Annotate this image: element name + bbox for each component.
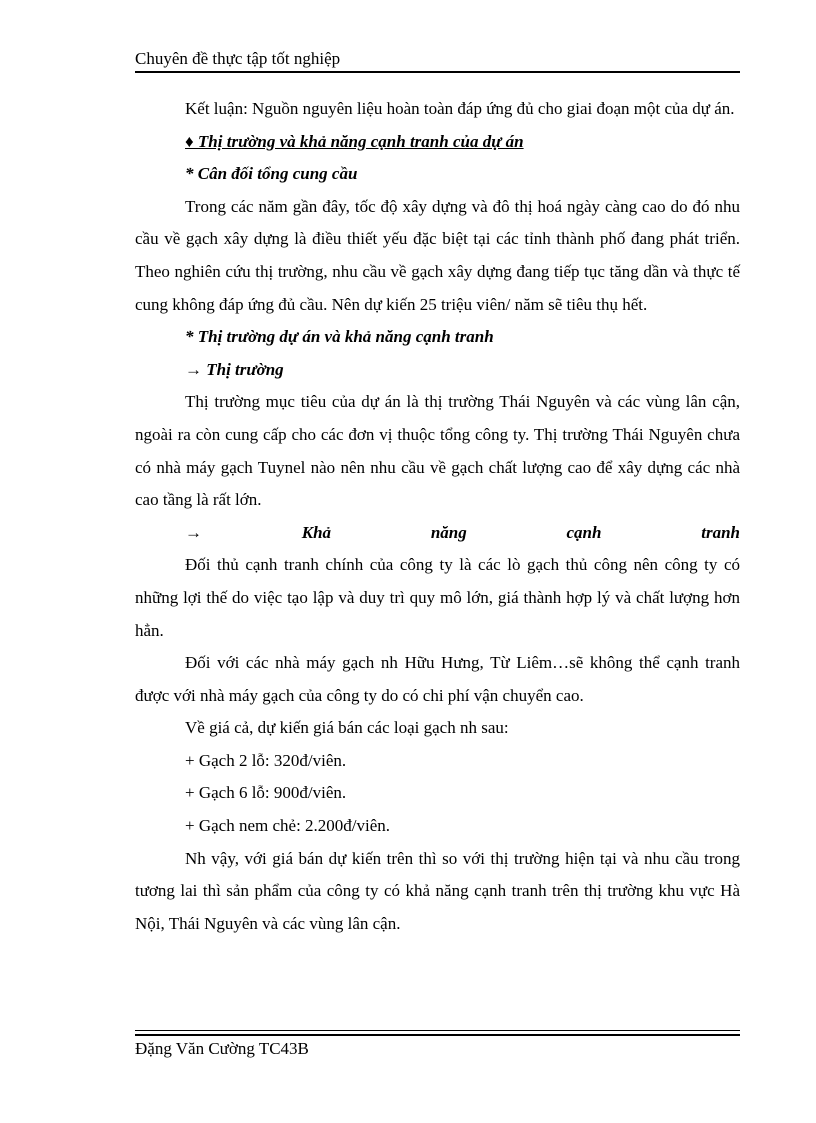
- price-item: + Gạch 6 lỗ: 900đ/viên.: [185, 783, 347, 803]
- footer-rule: [135, 1030, 740, 1031]
- heading-word: năng: [430, 522, 467, 542]
- subheading-supply-demand: * Cân đối tổng cung cầu: [185, 164, 358, 184]
- heading-word: cạnh: [566, 522, 602, 542]
- page-header: Chuyên đề thực tập tốt nghiệp: [135, 49, 341, 68]
- footer-rule: [135, 1034, 740, 1036]
- heading-word: tranh: [701, 522, 740, 542]
- conclusion-paragraph: Kết luận: Nguồn nguyên liệu hoàn toàn đáp ứng đủ cho giai đoạn một của dự án.: [185, 99, 735, 118]
- price-item: + Gạch nem chẻ: 2.200đ/viên.: [185, 816, 391, 836]
- heading-word: Khả: [301, 522, 332, 542]
- heading-word: →: [185, 522, 202, 542]
- document-body: [135, 93, 740, 940]
- other-factories-paragraph: Đối với các nhà máy gạch nh Hữu Hưng, Từ Liêm…sẽ không thể cạnh tranh được với nhà máy gạch của công ty do có chi phí vận chuyển cao.: [135, 653, 740, 705]
- pricing-intro: Về giá cả, dự kiến giá bán các loại gạch nh sau:: [185, 718, 509, 738]
- subheading-market: → Thị trường: [185, 359, 284, 379]
- page-footer: Đặng Văn Cường TC43B: [135, 1039, 309, 1058]
- subheading-market-competition: * Thị trường dự án và khả năng cạnh tranh: [185, 327, 494, 347]
- price-item: + Gạch 2 lỗ: 320đ/viên.: [185, 750, 347, 770]
- section-heading-market: ♦ Thị trường và khả năng cạnh tranh của dự án: [185, 131, 524, 151]
- header-rule: [135, 71, 740, 73]
- supply-demand-paragraph: Trong các năm gần đây, tốc độ xây dựng và đô thị hoá ngày càng cao do đó nhu cầu về gạch xây dựng là điều thiết yếu đặc biệt tại các tỉnh thành phố đang phát triển. Theo nghiên cứu thị trường, nhu cầu về gạch xây dựng đang tiếp tục tăng dần và thực tế cung không đáp ứng đủ cầu. Nên dự kiến 25 triệu viên/ năm sẽ tiêu thụ hết.: [135, 196, 740, 314]
- summary-paragraph: Nh vậy, với giá bán dự kiến trên thì so với thị trường hiện tại và nhu cầu trong tương lai thì sản phẩm của công ty có khả năng cạnh tranh trên thị trường khu vực Hà Nội, Thái Nguyên và các vùng lân cận.: [135, 848, 740, 933]
- competitor-paragraph: Đối thủ cạnh tranh chính của công ty là các lò gạch thủ công nên công ty có những lợi thế do việc tạo lập và duy trì quy mô lớn, giá thành hợp lý và chất lượng hơn hẳn.: [135, 555, 740, 640]
- market-paragraph: Thị trường mục tiêu của dự án là thị trường Thái Nguyên và các vùng lân cận, ngoài ra còn cung cấp cho các đơn vị thuộc tổng công ty. Thị trường Thái Nguyên chưa có nhà máy gạch Tuynel nào nên nhu cầu về gạch chất lượng cao để xây dựng các nhà cao tầng là rất lớn.: [135, 392, 740, 510]
- subheading-competitiveness: [135, 517, 740, 550]
